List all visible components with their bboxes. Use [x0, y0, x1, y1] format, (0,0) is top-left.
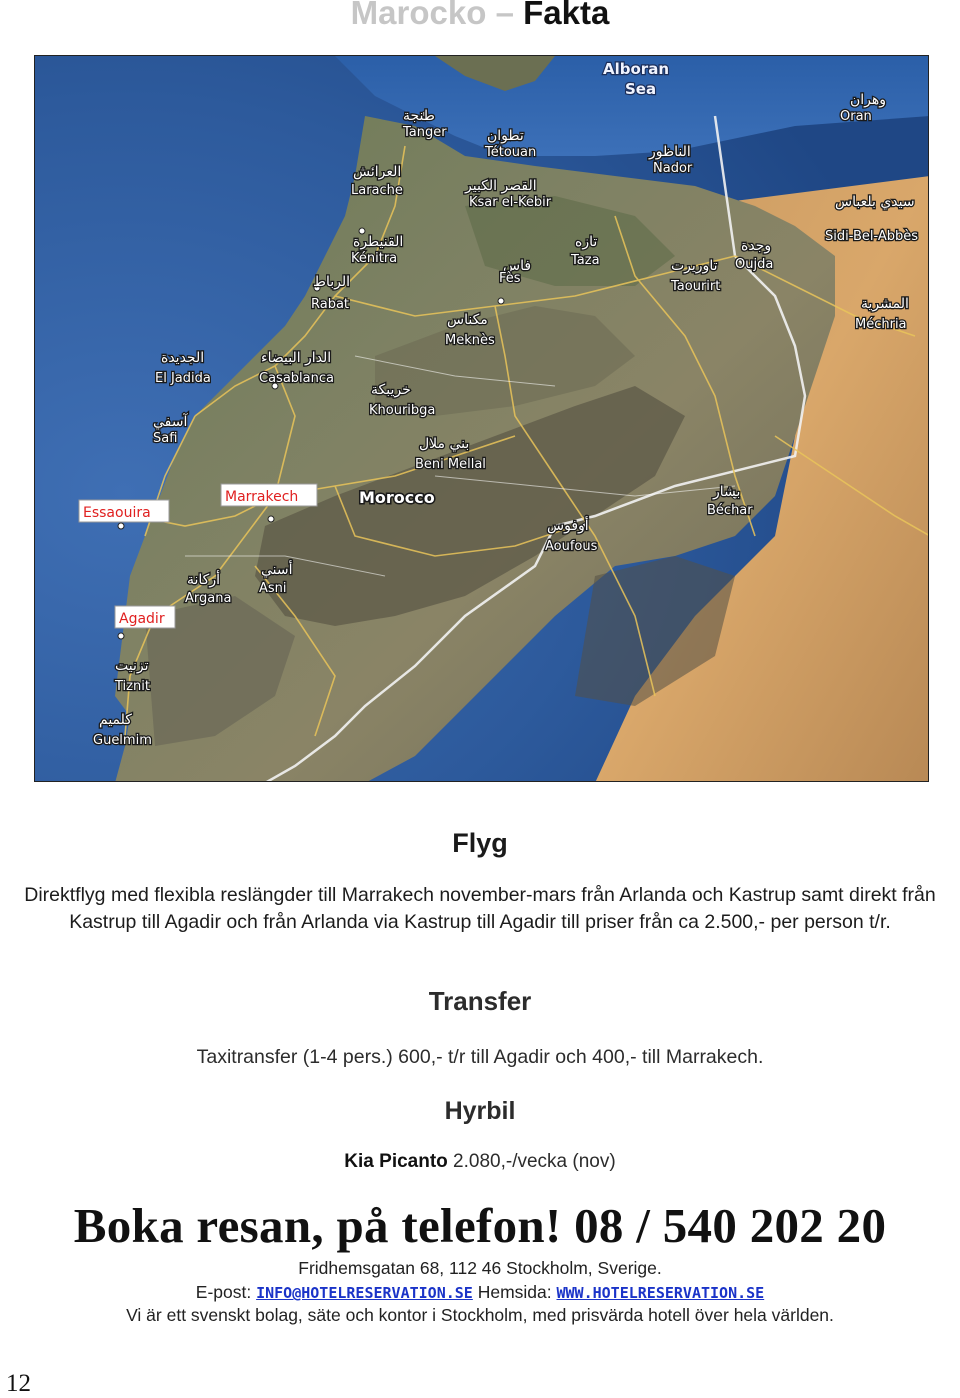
city-dot-agadir	[118, 633, 124, 639]
city-kenitra-arabic: القنيطرة	[353, 234, 404, 250]
city-tiznit-arabic: تزنيت	[115, 658, 149, 674]
title-fakta: Fakta	[523, 0, 610, 31]
transfer-description: Taxitransfer (1-4 pers.) 600,- t/r till Agadir och 400,- till Marrakech.	[196, 1046, 764, 1068]
city-bechar-latin: Béchar	[707, 503, 753, 518]
city-rabat-latin: Rabat	[311, 297, 350, 312]
city-casablanca-latin: Casablanca	[259, 371, 334, 386]
booking-phone-banner: Boka resan, på telefon! 08 / 540 202 20	[73, 1198, 887, 1253]
city-argana-arabic: أركانة	[187, 572, 220, 588]
city-benimellal-arabic: بني ملال	[419, 436, 470, 452]
city-dot-marrakech	[268, 516, 274, 522]
email-label: E-post:	[195, 1282, 257, 1302]
city-fes-arabic: فاس	[503, 258, 532, 274]
section-title-flyg: Flyg	[452, 828, 508, 858]
city-mechria-latin: Méchria	[855, 317, 907, 332]
city-tanger-arabic: طنجة	[403, 108, 435, 124]
city-tetouan-arabic: تطوان	[487, 128, 524, 144]
city-oran-latin: Oran	[840, 109, 872, 124]
city-eljadida-arabic: الجديدة	[161, 350, 205, 366]
city-meknes-latin: Meknès	[445, 333, 495, 348]
website-label: Hemsida:	[472, 1282, 557, 1302]
city-taourirt-latin: Taourirt	[671, 279, 721, 294]
page-title	[0, 0, 960, 32]
city-dot-essaouira	[118, 523, 124, 529]
title-dash: –	[495, 0, 514, 31]
city-sidibel-latin: Sidi-Bel-Abbès	[825, 229, 919, 244]
city-dot-fes	[498, 298, 504, 304]
city-guelmim-arabic: كلميم	[99, 712, 132, 728]
highlight-essaouira: Essaouira	[83, 505, 151, 521]
city-larache-latin: Larache	[351, 183, 403, 198]
city-aoufous-arabic: أوفوس	[547, 518, 589, 534]
highlight-agadir: Agadir	[119, 611, 165, 627]
city-sidibel-arabic: سيدي بلعباس	[835, 194, 915, 210]
hyrbil-price: 2.080,-/vecka (nov)	[447, 1151, 616, 1172]
city-rabat-arabic: الرباط	[313, 274, 350, 290]
city-meknes-arabic: مكناس	[447, 312, 488, 328]
city-tetouan-latin: Tétouan	[485, 145, 537, 160]
city-argana-latin: Argana	[185, 591, 232, 606]
city-ksar-arabic: القصر الكبير	[465, 178, 537, 194]
city-khouribga-arabic: خريبكة	[371, 382, 411, 398]
city-nador-arabic: الناظور	[649, 144, 691, 160]
city-taourirt-arabic: تاوريرت	[671, 258, 718, 274]
page-number: 12	[6, 1370, 31, 1397]
sea-label-sea: Sea	[625, 80, 657, 98]
email-link[interactable]: INFO@HOTELRESERVATION.SE	[256, 1284, 473, 1302]
city-benimellal-latin: Beni Mellal	[415, 457, 486, 472]
sea-label-alboran: Alboran	[603, 60, 669, 78]
city-mechria-arabic: المشرية	[861, 296, 909, 312]
company-about: Vi är ett svenskt bolag, säte och kontor i Stockholm, med prisvärda hotell över hela världen.	[126, 1305, 834, 1325]
city-safi-arabic: آسفي	[153, 414, 188, 430]
city-asni-latin: Asni	[259, 581, 287, 596]
city-ksar-latin: Ksar el-Kebir	[469, 195, 552, 210]
hyrbil-description	[0, 1151, 960, 1173]
company-address: Fridhemsgatan 68, 112 46 Stockholm, Sverige.	[298, 1258, 662, 1278]
city-nador-latin: Nador	[653, 161, 693, 176]
city-kenitra-latin: Kénitra	[351, 251, 398, 266]
city-oujda-latin: Oujda	[735, 257, 774, 272]
title-country: Marocko	[350, 0, 487, 31]
city-taza-arabic: تازه	[575, 234, 598, 250]
contact-line	[0, 1282, 960, 1303]
city-safi-latin: Safi	[153, 431, 178, 446]
city-aoufous-latin: Aoufous	[545, 539, 598, 554]
section-title-hyrbil: Hyrbil	[444, 1097, 516, 1125]
city-casablanca-arabic: الدار البيضاء	[261, 350, 332, 366]
city-oran-arabic: وهران	[850, 92, 887, 108]
country-label-morocco: Morocco	[359, 488, 435, 507]
city-tanger-latin: Tanger	[403, 125, 447, 140]
city-tiznit-latin: Tiznit	[115, 679, 150, 694]
city-oujda-arabic: وجدة	[741, 238, 772, 254]
city-larache-arabic: العرائش	[353, 164, 402, 180]
city-eljadida-latin: El Jadida	[155, 371, 211, 386]
morocco-satellite-map	[34, 55, 929, 782]
city-guelmim-latin: Guelmim	[93, 733, 152, 748]
flyg-description: Direktflyg med flexibla reslängder till Marrakech november-mars från Arlanda och Kastrup samt direkt från Kastrup till Agadir och från Arlanda via Kastrup till Agadir till priser från ca 2.500,- per person t/r.	[24, 884, 936, 933]
highlight-marrakech: Marrakech	[225, 489, 299, 505]
website-link[interactable]: WWW.HOTELRESERVATION.SE	[556, 1284, 765, 1302]
city-asni-arabic: أسني	[261, 562, 293, 578]
city-taza-latin: Taza	[571, 253, 600, 268]
city-khouribga-latin: Khouribga	[369, 403, 436, 418]
city-bechar-arabic: بشار	[713, 484, 741, 500]
hyrbil-car: Kia Picanto	[344, 1151, 448, 1172]
city-fes-latin: Fès	[499, 271, 521, 286]
section-title-transfer: Transfer	[428, 986, 532, 1016]
